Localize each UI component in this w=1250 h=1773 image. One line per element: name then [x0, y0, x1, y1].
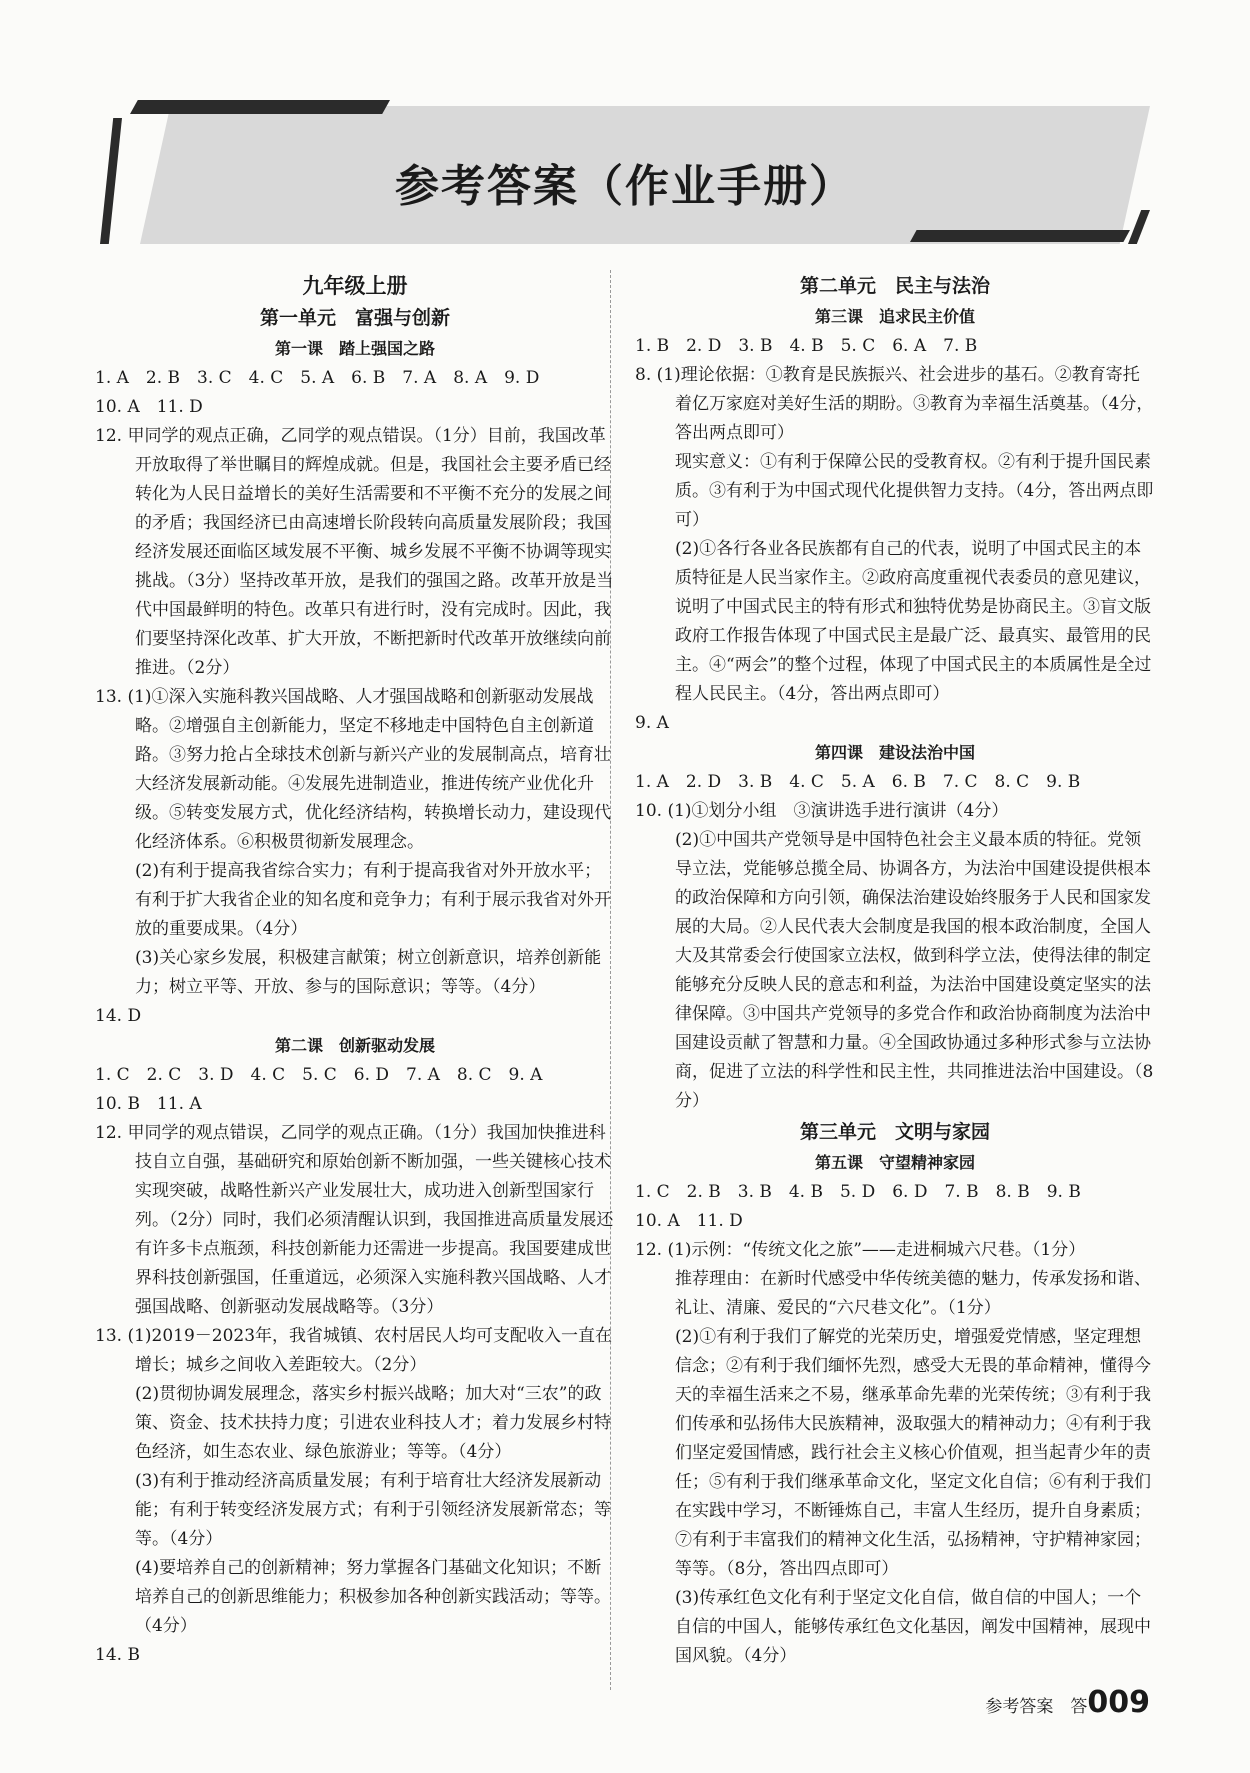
right-column — [635, 270, 1155, 1671]
footer-label: 参考答案 答 — [985, 1697, 1088, 1717]
answer-line: 10. B 11. A — [95, 1094, 202, 1114]
lesson-heading: 第二课 创新驱动发展 — [274, 1036, 435, 1055]
answer-paragraph: (2)①中国共产党领导是中国特色社会主义最本质的特征。党领导立法，党能够总揽全局、协调各方，为法治中国建设提供根本的政治保障和方向引领，确保法治建设始终服务于人民和国家发展的大局。②人民代表大会制度是我国的根本政治制度，全国人大及其常委会行使国家立法权，做到科学立法，使得法律的制定能够充分反映人民的意志和利益，为法治中国建设奠定坚实的法律保障。③中国共产党领导的多党合作和政治协商制度为法治中国建设贡献了智慧和力量。④全国政协通过多种形式参与立法协商，促进了立法的科学性和民主性，共同推进法治中国建设。（8分） — [675, 830, 1154, 1111]
answer-line: 9. A — [635, 713, 669, 733]
answer-paragraph: (3)传承红色文化有利于坚定文化自信，做自信的中国人；一个自信的中国人，能够传承红色文化基因，阐发中国精神，展现中国风貌。（4分） — [675, 1588, 1151, 1666]
answer-line: 1. B 2. D 3. B 4. B 5. C 6. A 7. B — [635, 336, 978, 356]
unit-heading: 第三单元 文明与家园 — [799, 1121, 990, 1143]
banner-top-bar — [130, 100, 390, 114]
unit-heading: 第二单元 民主与法治 — [799, 275, 990, 297]
answer-paragraph: 13. (1)①深入实施科教兴国战略、人才强国战略和创新驱动发展战略。②增强自主创新能力，坚定不移地走中国特色自主创新道路。③努力抢占全球技术创新与新兴产业的发展制高点，培育壮大经济发展新动能。④发展先进制造业，推进传统产业优化升级。⑤转变发展方式，优化经济结构，转换增长动力，建设现代化经济体系。⑥积极贯彻新发展理念。 — [95, 687, 611, 852]
lesson-heading: 第一课 踏上强国之路 — [274, 339, 435, 358]
answer-line: 10. A 11. D — [635, 1211, 743, 1231]
answer-paragraph: 13. (1)2019－2023年，我省城镇、农村居民人均可支配收入一直在增长；城乡之间收入差距较大。（2分） — [95, 1326, 613, 1375]
answer-paragraph: 推荐理由：在新时代感受中华传统美德的魅力，传承发扬和谐、礼让、清廉、爱民的“六尺巷文化”。（1分） — [675, 1269, 1151, 1318]
answer-line: 1. C 2. C 3. D 4. C 5. C 6. D 7. A 8. C 9. A — [95, 1065, 543, 1085]
title-banner — [100, 100, 1150, 245]
answer-line: 14. B — [95, 1645, 140, 1665]
answer-line: 1. C 2. B 3. B 4. B 5. D 6. D 7. B 8. B 9. B — [635, 1182, 1081, 1202]
page-number: 009 — [1087, 1685, 1150, 1720]
answer-paragraph: (3)关心家乡发展，积极建言献策；树立创新意识，培养创新能力；树立平等、开放、参与的国际意识；等等。（4分） — [135, 948, 602, 997]
answer-paragraph: 12. (1)示例：“传统文化之旅”——走进桐城六尺巷。（1分） — [635, 1240, 1086, 1260]
answer-paragraph: (2)贯彻协调发展理念，落实乡村振兴战略；加大对“三农”的政策、资金、技术扶持力度；引进农业科技人才；着力发展乡村特色经济，如生态农业、绿色旅游业；等等。（4分） — [135, 1384, 611, 1462]
left-column — [95, 270, 615, 1670]
answer-paragraph: 12. 甲同学的观点正确，乙同学的观点错误。（1分）目前，我国改革开放取得了举世瞩目的辉煌成就。但是，我国社会主要矛盾已经转化为人民日益增长的美好生活需要和不平衡不充分的发展之间的矛盾；我国经济已由高速增长阶段转向高质量发展阶段；我国经济发展还面临区域发展不平衡、城乡发展不平衡不协调等现实挑战。（3分）坚持改革开放，是我们的强国之路。改革开放是当代中国最鲜明的特色。改革只有进行时，没有完成时。因此，我们要坚持深化改革、扩大开放，不断把新时代改革开放继续向前推进。（2分） — [95, 426, 614, 678]
answer-line: 1. A 2. B 3. C 4. C 5. A 6. B 7. A 8. A 9. D — [95, 368, 540, 388]
answer-paragraph: (2)有利于提高我省综合实力；有利于提高我省对外开放水平；有利于扩大我省企业的知名度和竞争力；有利于展示我省对外开放的重要成果。（4分） — [135, 861, 611, 939]
answer-paragraph: 10. (1)①划分小组 ③演讲选手进行演讲（4分） — [635, 801, 1009, 821]
answer-paragraph: (2)①各行各业各民族都有自己的代表，说明了中国式民主的本质特征是人民当家作主。②政府高度重视代表委员的意见建议，说明了中国式民主的特有形式和独特优势是协商民主。③盲文版政府工作报告体现了中国式民主是最广泛、最真实、最管用的民主。④“两会”的整个过程，体现了中国式民主的本质属性是全过程人民民主。（4分，答出两点即可） — [675, 539, 1152, 704]
page-footer — [985, 1685, 1150, 1720]
answer-paragraph: 8. (1)理论依据：①教育是民族振兴、社会进步的基石。②教育寄托着亿万家庭对美好生活的期盼。③教育为幸福生活奠基。（4分，答出两点即可） — [635, 365, 1154, 443]
answer-paragraph: (2)①有利于我们了解党的光荣历史，增强爱党情感，坚定理想信念；②有利于我们缅怀先烈，感受大无畏的革命精神，懂得今天的幸福生活来之不易，继承革命先辈的光荣传统；③有利于我们传承和弘扬伟大民族精神，汲取强大的精神动力；④有利于我们坚定爱国情感，践行社会主义核心价值观，担当起青少年的责任；⑤有利于我们继承革命文化，坚定文化自信；⑥有利于我们在实践中学习，不断锤炼自己，丰富人生经历，提升自身素质；⑦有利于丰富我们的精神文化生活，弘扬精神，守护精神家园；等等。（8分，答出四点即可） — [675, 1327, 1151, 1579]
page-title: 参考答案（作业手册） — [395, 161, 855, 212]
grade-heading: 九年级上册 — [302, 274, 408, 298]
answer-line: 10. A 11. D — [95, 397, 203, 417]
answer-line: 1. A 2. D 3. B 4. C 5. A 6. B 7. C 8. C 9. B — [635, 772, 1081, 792]
lesson-heading: 第三课 追求民主价值 — [814, 307, 975, 326]
answer-paragraph: 12. 甲同学的观点错误，乙同学的观点正确。（1分）我国加快推进科技自立自强，基础研究和原始创新不断加强，一些关键核心技术实现突破，战略性新兴产业发展壮大，成功进入创新型国家行列。（2分）同时，我们必须清醒认识到，我国推进高质量发展还有许多卡点瓶颈，科技创新能力还需进一步提高。我国要建成世界科技创新强国，任重道远，必须深入实施科教兴国战略、人才强国战略、创新驱动发展战略等。（3分） — [95, 1123, 614, 1317]
answer-paragraph: (3)有利于推动经济高质量发展；有利于培育壮大经济发展新动能；有利于转变经济发展方式；有利于引领经济发展新常态；等等。（4分） — [135, 1471, 611, 1549]
answer-paragraph: (4)要培养自己的创新精神；努力掌握各门基础文化知识；不断培养自己的创新思维能力；积极参加各种创新实践活动；等等。（4分） — [135, 1558, 611, 1636]
lesson-heading: 第四课 建设法治中国 — [814, 743, 975, 762]
banner-right-bar — [1128, 210, 1150, 244]
lesson-heading: 第五课 守望精神家园 — [814, 1153, 975, 1172]
banner-bottom-bar — [910, 230, 1130, 242]
answer-line: 14. D — [95, 1006, 142, 1026]
answer-paragraph: 现实意义：①有利于保障公民的受教育权。②有利于提升国民素质。③有利于为中国式现代化提供智力支持。（4分，答出两点即可） — [675, 452, 1154, 530]
unit-heading: 第一单元 富强与创新 — [259, 307, 450, 329]
